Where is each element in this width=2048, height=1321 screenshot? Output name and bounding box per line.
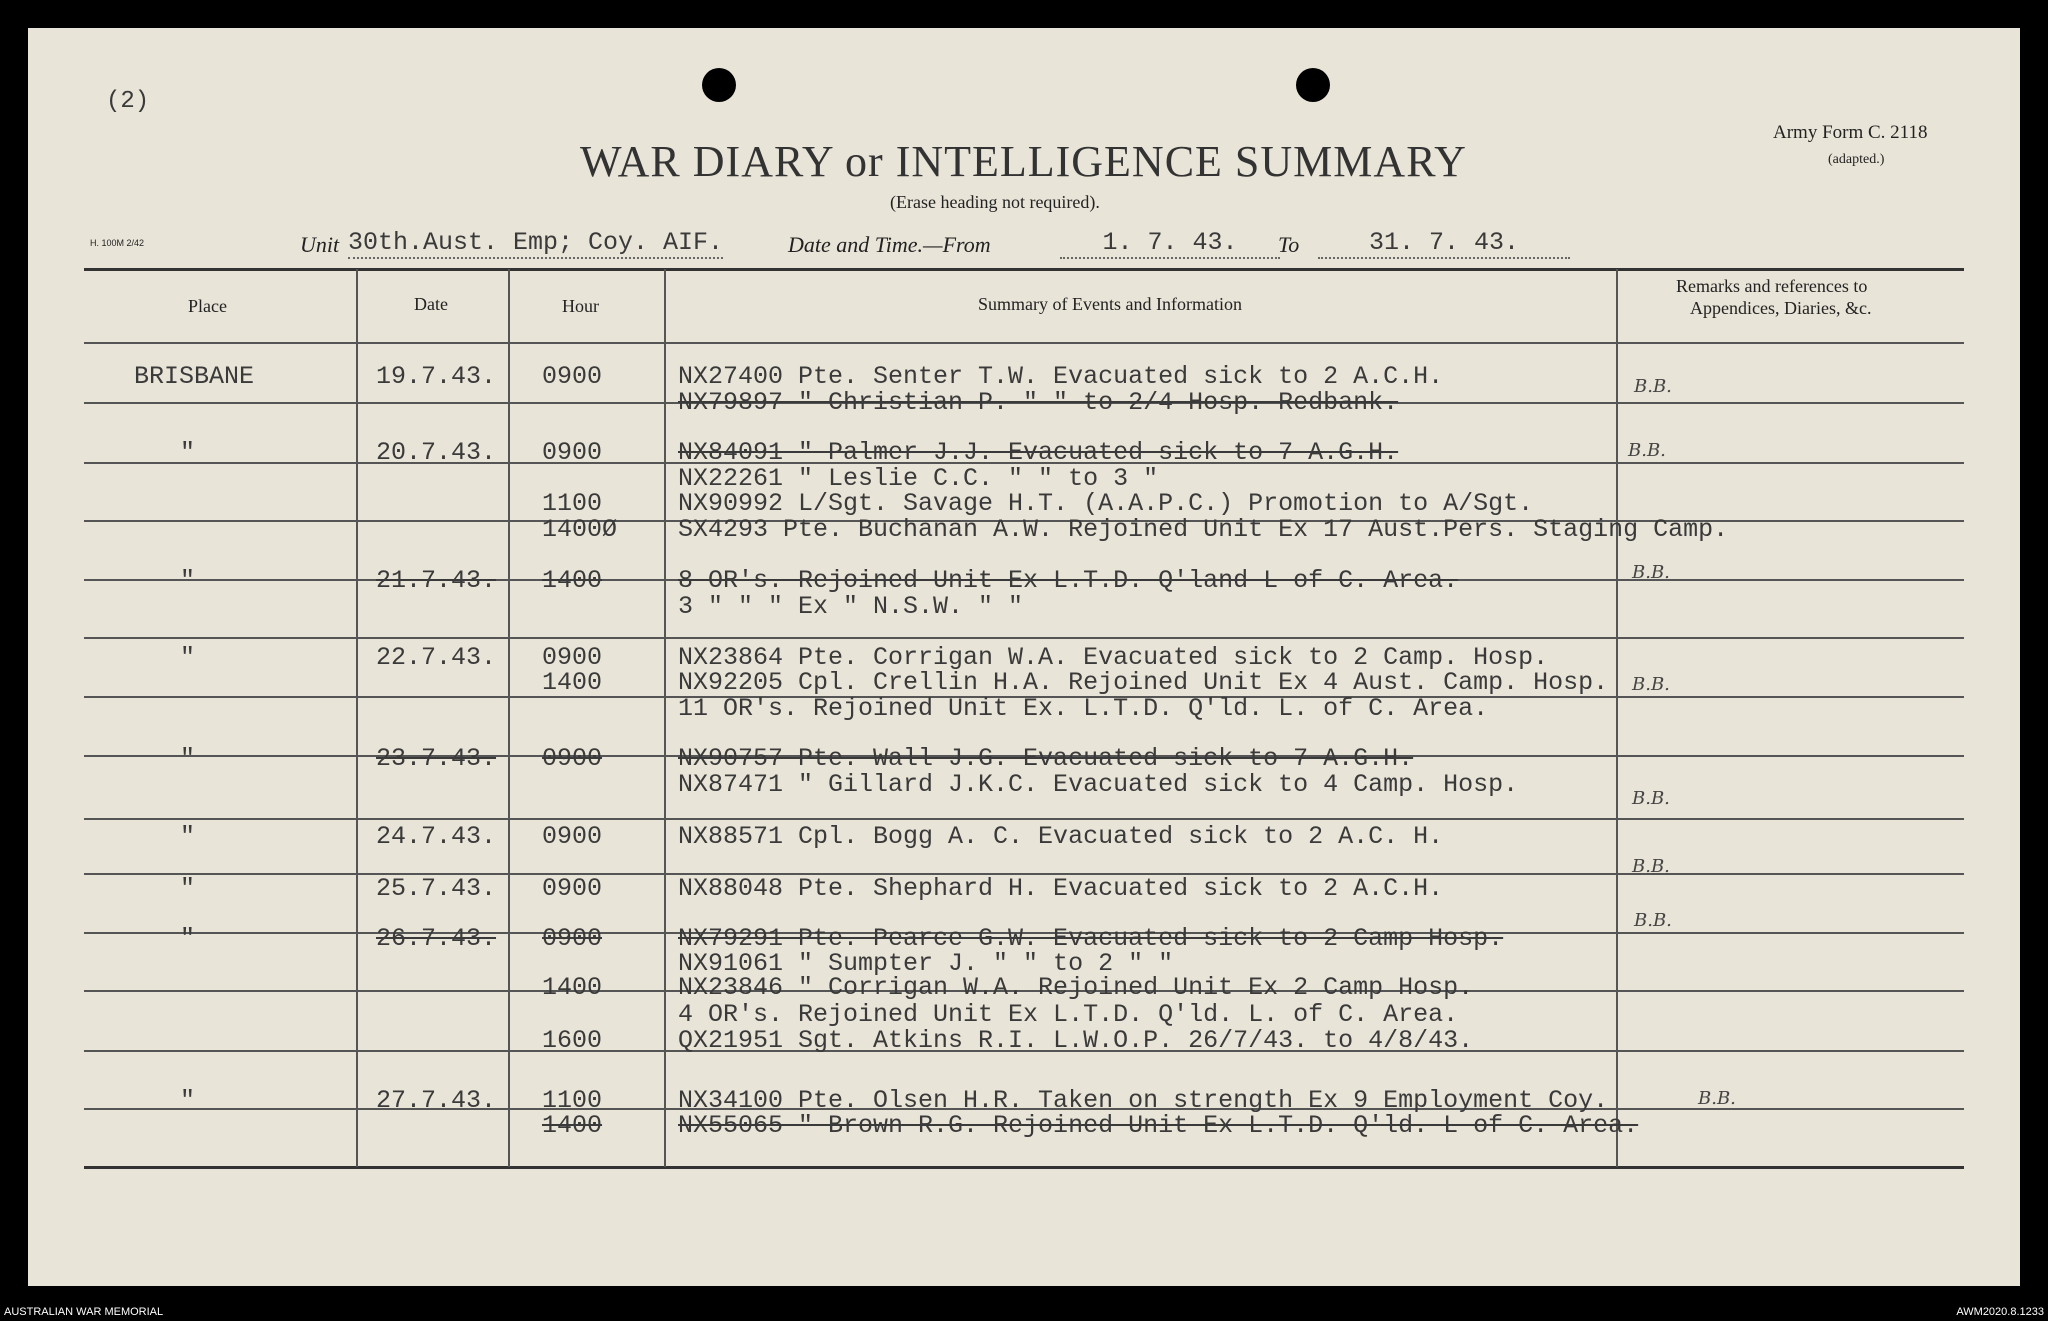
unit-label: Unit	[300, 232, 340, 257]
entry-place: "	[180, 744, 196, 773]
date-from: 1. 7. 43.	[1060, 228, 1280, 259]
page-number: (2)	[106, 88, 150, 115]
unit-value: 30th.Aust. Emp; Coy. AIF.	[348, 228, 724, 257]
entry-hour: 0900	[542, 822, 603, 851]
row-rule	[84, 818, 1964, 820]
remarks-initials: B.B.	[1634, 376, 1672, 397]
entry-text: NX22261 " Leslie C.C. " " to 3 "	[678, 464, 1159, 493]
archive-reference: AWM2020.8.1233	[1956, 1306, 2044, 1318]
form-adapted: (adapted.)	[1828, 152, 1885, 167]
diary-page	[28, 28, 2020, 1286]
entry-text: NX91061 " Sumpter J. " " to 2 " "	[678, 949, 1174, 978]
entry-text: 3 " " " Ex " N.S.W. " "	[678, 592, 1024, 621]
page-subtitle: (Erase heading not required).	[890, 192, 1100, 212]
entry-text: NX23846 " Corrigan W.A. Rejoined Unit Ex 2 Camp Hosp.	[678, 973, 1474, 1002]
entry-hour: 1400	[542, 1111, 603, 1140]
column-header-remarks-line2: Appendices, Diaries, &c.	[1690, 298, 1872, 318]
column-header-date: Date	[414, 294, 448, 314]
remarks-initials: B.B.	[1632, 562, 1670, 583]
entry-date: 22.7.43.	[376, 643, 497, 672]
entry-hour: 1400	[542, 973, 603, 1002]
entry-hour: 1100	[542, 1086, 603, 1115]
to-label: To	[1278, 232, 1300, 257]
punch-hole	[702, 68, 736, 102]
entry-hour: 0900	[542, 744, 603, 773]
entry-place: "	[180, 822, 196, 851]
entry-place: "	[180, 874, 196, 903]
column-header-summary: Summary of Events and Information	[978, 294, 1242, 314]
entry-text: NX27400 Pte. Senter T.W. Evacuated sick to 2 A.C.H.	[678, 362, 1444, 391]
entry-text: NX88048 Pte. Shephard H. Evacuated sick to 2 A.C.H.	[678, 874, 1444, 903]
entry-date: 26.7.43.	[376, 924, 497, 953]
date-label: Date and Time.—From	[788, 232, 991, 257]
entry-text: NX55065 " Brown R.G. Rejoined Unit Ex L.T.D. Q'ld. L of C. Area.	[678, 1111, 1639, 1140]
entry-text: NX79897 " Christian P. " " to 2/4 Hosp. Redbank.	[678, 388, 1399, 417]
entry-date: 21.7.43.	[376, 566, 497, 595]
header-rule	[84, 342, 1964, 344]
entry-hour: 1400	[542, 566, 603, 595]
entry-date: 27.7.43.	[376, 1086, 497, 1115]
print-code: H. 100M 2/42	[90, 238, 145, 248]
column-header-hour: Hour	[562, 296, 599, 316]
entry-hour: 1600	[542, 1026, 603, 1055]
entry-date: 20.7.43.	[376, 438, 497, 467]
entry-hour: 0900	[542, 438, 603, 467]
entry-date: 23.7.43.	[376, 744, 497, 773]
archive-credit: AUSTRALIAN WAR MEMORIAL	[4, 1306, 164, 1318]
entry-text: NX90992 L/Sgt. Savage H.T. (A.A.P.C.) Promotion to A/Sgt.	[678, 489, 1534, 518]
entry-hour: 0900	[542, 924, 603, 953]
entry-place: "	[180, 438, 196, 467]
entry-text: NX23864 Pte. Corrigan W.A. Evacuated sick to 2 Camp. Hosp.	[678, 643, 1549, 672]
entry-text: 8 OR's. Rejoined Unit Ex L.T.D. Q'land L of C. Area.	[678, 566, 1459, 595]
table-top-rule	[84, 268, 1964, 271]
entry-text: 11 OR's. Rejoined Unit Ex. L.T.D. Q'ld. L. of C. Area.	[678, 694, 1489, 723]
remarks-initials: B.B.	[1634, 910, 1672, 931]
column-header-place: Place	[188, 296, 227, 316]
entry-place: BRISBANE	[134, 362, 255, 391]
entry-date: 25.7.43.	[376, 874, 497, 903]
entry-hour: 0900	[542, 874, 603, 903]
entry-text: NX79291 Pte. Pearce G.W. Evacuated sick to 2 Camp Hosp.	[678, 924, 1504, 953]
entry-hour: 0900	[542, 643, 603, 672]
entry-date: 24.7.43.	[376, 822, 497, 851]
entry-text: NX84091 " Palmer J.J. Evacuated sick to 7 A.G.H.	[678, 438, 1399, 467]
column-header-remarks-line1: Remarks and references to	[1676, 276, 1868, 296]
entry-place: "	[180, 566, 196, 595]
entry-hour: 0900	[542, 362, 603, 391]
date-to: 31. 7. 43.	[1318, 228, 1570, 259]
entry-place: "	[180, 1086, 196, 1115]
entry-text: QX21951 Sgt. Atkins R.I. L.W.O.P. 26/7/43. to 4/8/43.	[678, 1026, 1474, 1055]
page-title: WAR DIARY or INTELLIGENCE SUMMARY	[580, 137, 1467, 186]
entry-text: NX90757 Pte. Wall J.G. Evacuated sick to 7 A.G.H.	[678, 744, 1414, 773]
remarks-initials: B.B.	[1628, 440, 1666, 461]
remarks-initials: B.B.	[1698, 1088, 1736, 1109]
row-rule	[84, 637, 1964, 639]
form-id: Army Form C. 2118	[1773, 122, 1928, 143]
remarks-initials: B.B.	[1632, 788, 1670, 809]
entry-text: NX87471 " Gillard J.K.C. Evacuated sick to 4 Camp. Hosp.	[678, 770, 1519, 799]
entry-text: NX34100 Pte. Olsen H.R. Taken on strength Ex 9 Employment Coy.	[678, 1086, 1609, 1115]
entry-text: NX92205 Cpl. Crellin H.A. Rejoined Unit Ex 4 Aust. Camp. Hosp.	[678, 668, 1609, 697]
remarks-initials: B.B.	[1632, 856, 1670, 877]
remarks-initials: B.B.	[1632, 674, 1670, 695]
table-bottom-rule	[84, 1166, 1964, 1169]
entry-text: NX88571 Cpl. Bogg A. C. Evacuated sick to 2 A.C. H.	[678, 822, 1444, 851]
entry-hour: 1400	[542, 668, 603, 697]
entry-hour: 1400Ø	[542, 515, 618, 544]
entry-place: "	[180, 924, 196, 953]
entry-text: 4 OR's. Rejoined Unit Ex L.T.D. Q'ld. L. of C. Area.	[678, 1000, 1459, 1029]
entry-place: "	[180, 643, 196, 672]
entry-hour: 1100	[542, 489, 603, 518]
entry-date: 19.7.43.	[376, 362, 497, 391]
punch-hole	[1296, 68, 1330, 102]
entry-text: SX4293 Pte. Buchanan A.W. Rejoined Unit Ex 17 Aust.Pers. Staging Camp.	[678, 515, 1729, 544]
